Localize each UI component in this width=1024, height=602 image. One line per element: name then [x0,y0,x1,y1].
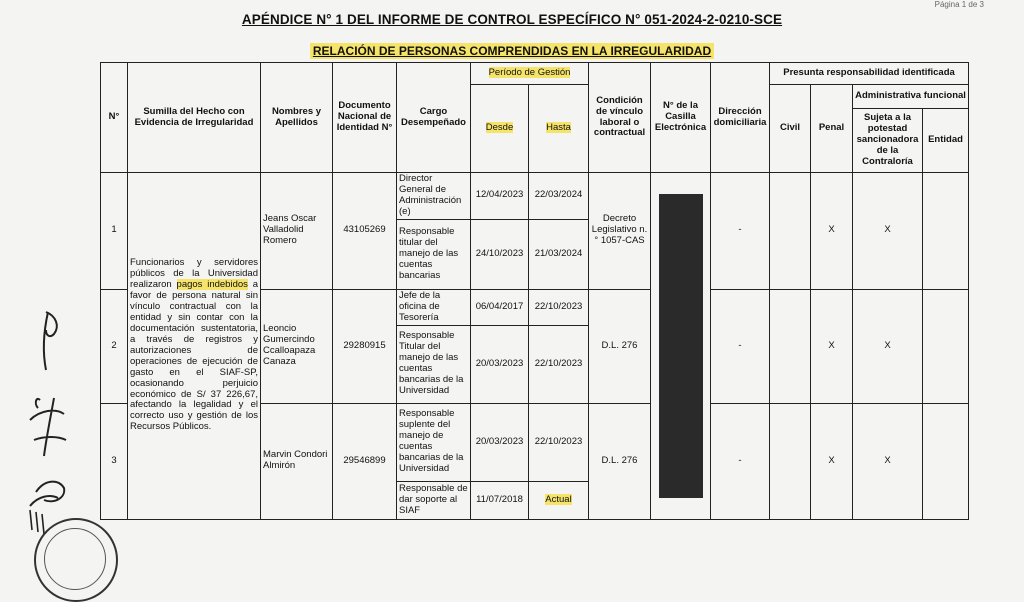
table-row [101,173,969,220]
sumilla-text-1: Funcionarios y servidores públicos de la Universidad realizaron [130,257,258,291]
desde-date: 20/03/2023 [471,403,529,481]
header-periodo-text: Período de Gestión [488,67,571,79]
hasta-date: 22/03/2024 [529,173,589,220]
header-n: N° [101,63,128,173]
desde-date: 11/07/2018 [471,481,529,519]
entidad-cell [923,173,969,290]
header-cargo: Cargo Desempeñado [397,63,471,173]
person-name: Jeans Oscar Valladolid Romero [261,173,333,290]
header-hasta [529,85,589,173]
cargo: Responsable de dar soporte al SIAF [397,481,471,519]
header-administrativa: Administrativa funcional [853,85,969,109]
header-sujeta: Sujeta a la potestad sancionadora de la Contraloría [853,109,923,173]
header-desde [471,85,529,173]
sumilla-highlight: pagos indebidos [176,279,248,291]
document-subtitle [0,42,1024,60]
header-condicion: Condición de vínculo laboral o contractual [589,63,651,173]
page-number: Página 1 de 3 [934,0,984,9]
person-dni: 43105269 [333,173,397,290]
hasta-date: 22/10/2023 [529,325,589,403]
cargo: Jefe de la oficina de Tesorería [397,289,471,325]
direccion-cell: - [711,173,770,290]
desde-date: 12/04/2023 [471,173,529,220]
redaction-block [659,194,703,498]
person-dni: 29546899 [333,403,397,519]
cargo: Responsable suplente del manejo de cuentas bancarias de la Universidad [397,403,471,481]
header-civil: Civil [770,85,811,173]
condicion-cell: D.L. 276 [589,289,651,403]
handwritten-signatures [0,0,100,556]
civil-cell [770,289,811,403]
sujeta-cell: X [853,289,923,403]
row-number: 1 [101,173,128,290]
penal-cell: X [811,403,853,519]
cargo: Director General de Administración (e) [397,173,471,220]
header-sumilla: Sumilla del Hecho con Evidencia de Irregularidad [128,63,261,173]
sumilla-text-2: a favor de persona natural sin vínculo contractual con la entidad y sin contar con la documentación sustentatoria, a través de registros y autorizaciones de operaciones de ejecución de gasto en el SIAF-SP, ocasionando perjuicio económico de S/ 37 226,67, afectando la legalidad y el correcto uso y gestión de los Recursos Públicos. [130,279,258,433]
sujeta-cell: X [853,403,923,519]
header-casilla: N° de la Casilla Electrónica [651,63,711,173]
sujeta-cell: X [853,173,923,290]
direccion-cell: - [711,403,770,519]
subtitle-text: RELACIÓN DE PERSONAS COMPRENDIDAS EN LA IRREGULARIDAD [310,43,714,59]
row-number: 3 [101,403,128,519]
sumilla-cell [128,173,261,520]
condicion-cell: Decreto Legislativo n.° 1057-CAS [589,173,651,290]
civil-cell [770,403,811,519]
official-seal-inner-ring [44,528,106,590]
hasta-actual: Actual [545,493,572,505]
document-title: APÉNDICE N° 1 DEL INFORME DE CONTROL ESPECÍFICO N° 051-2024-2-0210-SCE [241,12,783,27]
direccion-cell: - [711,289,770,403]
header-presunta: Presunta responsabilidad identificada [770,63,969,85]
casilla-cell [651,173,711,520]
entidad-cell [923,403,969,519]
hasta-date [529,481,589,519]
civil-cell [770,173,811,290]
condicion-cell: D.L. 276 [589,403,651,519]
entidad-cell [923,289,969,403]
header-entidad: Entidad [923,109,969,173]
person-name: Marvin Condori Almirón [261,403,333,519]
header-nombres: Nombres y Apellidos [261,63,333,173]
penal-cell: X [811,289,853,403]
header-direccion: Dirección domiciliaria [711,63,770,173]
person-name: Leoncio Gumercindo Ccalloapaza Canaza [261,289,333,403]
hasta-date: 22/10/2023 [529,289,589,325]
header-hasta-text: Hasta [546,122,571,134]
hasta-date: 22/10/2023 [529,403,589,481]
cargo: Responsable titular del manejo de las cuentas bancarias [397,219,471,289]
persons-table [100,62,969,520]
penal-cell: X [811,173,853,290]
header-dni: Documento Nacional de Identidad N° [333,63,397,173]
row-number: 2 [101,289,128,403]
header-penal: Penal [811,85,853,173]
cargo: Responsable Titular del manejo de las cuentas bancarias de la Universidad [397,325,471,403]
hasta-date: 21/03/2024 [529,219,589,289]
desde-date: 24/10/2023 [471,219,529,289]
desde-date: 20/03/2023 [471,325,529,403]
person-dni: 29280915 [333,289,397,403]
desde-date: 06/04/2017 [471,289,529,325]
header-periodo [471,63,589,85]
header-desde-text: Desde [485,122,514,134]
